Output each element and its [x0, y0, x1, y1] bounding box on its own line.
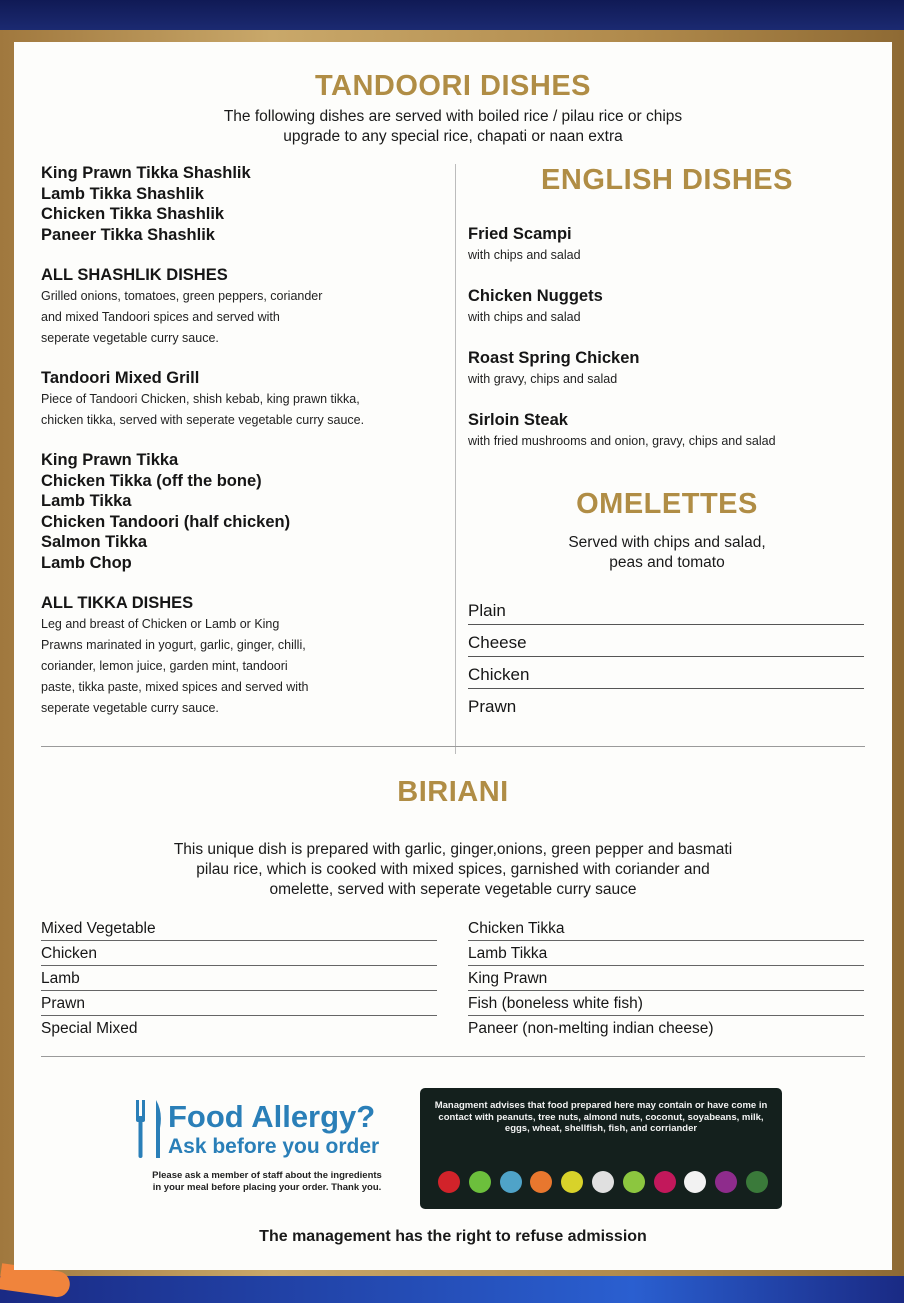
dish-name: Salmon Tikka: [41, 533, 148, 551]
milk-icon: [592, 1171, 614, 1193]
shashlik-list: [41, 163, 441, 245]
omelette-item: Cheese: [468, 626, 864, 657]
biriani-item: Lamb Tikka: [468, 941, 864, 966]
shashlik-heading: ALL SHASHLIK DISHES: [41, 266, 228, 284]
peanut-icon: [438, 1171, 460, 1193]
english-list: [468, 224, 878, 472]
allergy-note-line: in your meal before placing your order. Thank you.: [152, 1182, 382, 1193]
mixed-grill: [41, 368, 446, 431]
dish-name: Chicken Tandoori (half chicken): [41, 512, 291, 531]
biriani-desc-line: omelette, served with seperate vegetable curry sauce: [269, 881, 637, 898]
dish-desc: with gravy, chips and salad: [468, 371, 618, 386]
tandoori-title: TANDOORI DISHES: [314, 70, 592, 102]
tikka-heading: ALL TIKKA DISHES: [41, 594, 194, 612]
tikka-list: [41, 450, 441, 573]
omelettes-header: [467, 488, 867, 573]
english-item: [468, 348, 878, 410]
shashlik-desc-line: seperate vegetable curry sauce.: [41, 330, 219, 345]
english-title: ENGLISH DISHES: [541, 164, 793, 196]
background-bottom-band: [0, 1276, 904, 1303]
omelettes-title: OMELETTES: [576, 488, 758, 520]
omelette-item: Plain: [468, 594, 864, 625]
mixed-grill-desc-line: chicken tikka, served with seperate vegetable curry sauce.: [41, 412, 365, 427]
biriani-item: Fish (boneless white fish): [468, 991, 864, 1016]
tikka-desc-line: paste, tikka paste, mixed spices and served with: [41, 679, 309, 694]
dish-name: Lamb Tikka Shashlik: [41, 184, 204, 203]
coriander-icon: [746, 1171, 768, 1193]
biriani-item: King Prawn: [468, 966, 864, 991]
biriani-right-list: [468, 916, 864, 1041]
english-item: [468, 410, 878, 472]
tandoori-subtitle-1: The following dishes are served with boiled rice / pilau rice or chips: [223, 108, 683, 125]
wheat-icon: [654, 1171, 676, 1193]
biriani-item: Special Mixed: [41, 1020, 138, 1037]
section-divider: [41, 1056, 865, 1057]
tandoori-header: [14, 70, 892, 147]
dish-name: Lamb Chop: [41, 553, 132, 572]
omelette-item: Chicken: [468, 658, 864, 689]
tikka-desc-line: Leg and breast of Chicken or Lamb or King: [41, 616, 280, 631]
allergy-heading: [168, 1100, 418, 1160]
dish-name: Lamb Tikka: [41, 492, 132, 510]
allergy-note: [122, 1170, 412, 1194]
fish-icon: [715, 1171, 737, 1193]
allergy-subtitle: Ask before you order: [168, 1135, 380, 1158]
mixed-grill-heading: Tandoori Mixed Grill: [41, 369, 200, 387]
dish-desc: with chips and salad: [468, 309, 581, 324]
dish-name: Chicken Tikka Shashlik: [41, 205, 225, 223]
tikka-desc-line: seperate vegetable curry sauce.: [41, 700, 219, 715]
biriani-item: Chicken: [41, 941, 437, 966]
cutlery-icon: [132, 1098, 166, 1160]
dish-name: Chicken Tikka (off the bone): [41, 471, 262, 490]
omelette-item: Prawn: [468, 697, 517, 716]
dish-name: King Prawn Tikka: [41, 451, 179, 469]
almond-icon: [500, 1171, 522, 1193]
tikka-desc-line: Prawns marinated in yogurt, garlic, ginger, chilli,: [41, 637, 306, 652]
tikka-desc-line: coriander, lemon juice, garden mint, tandoori: [41, 658, 288, 673]
section-divider: [41, 746, 865, 747]
dish-name: Fried Scampi: [468, 225, 572, 243]
dish-name: Roast Spring Chicken: [468, 349, 640, 367]
dish-desc: with fried mushrooms and onion, gravy, chips and salad: [468, 433, 776, 448]
shashlik-info: [41, 265, 446, 349]
allergy-title: Food Allergy?: [168, 1099, 376, 1134]
omelettes-subtitle-1: Served with chips and salad,: [568, 534, 766, 551]
soya-icon: [561, 1171, 583, 1193]
dish-name: Sirloin Steak: [468, 411, 568, 429]
column-divider: [455, 164, 456, 754]
allergen-icons: [438, 1168, 768, 1196]
shashlik-desc-line: Grilled onions, tomatoes, green peppers, coriander: [41, 288, 323, 303]
biriani-desc-line: This unique dish is prepared with garlic, ginger,onions, green pepper and basmati: [173, 841, 733, 858]
tree-nut-icon: [469, 1171, 491, 1193]
tikka-info: [41, 593, 446, 719]
dish-name: King Prawn Tikka Shashlik: [41, 164, 251, 182]
tandoori-subtitle-2: upgrade to any special rice, chapati or naan extra: [283, 128, 623, 145]
biriani-desc-line: pilau rice, which is cooked with mixed spices, garnished with coriander and: [196, 861, 710, 878]
allergen-box: [420, 1088, 782, 1209]
biriani-item: Paneer (non-melting indian cheese): [468, 1020, 714, 1037]
allergy-note-line: Please ask a member of staff about the ingredients: [152, 1170, 382, 1181]
dish-desc: with chips and salad: [468, 247, 581, 262]
mixed-grill-desc-line: Piece of Tandoori Chicken, shish kebab, king prawn tikka,: [41, 391, 360, 406]
dish-name: Paneer Tikka Shashlik: [41, 225, 215, 244]
english-item: [468, 224, 878, 286]
egg-icon: [623, 1171, 645, 1193]
coconut-icon: [530, 1171, 552, 1193]
biriani-item: Mixed Vegetable: [41, 916, 437, 941]
shellfish-icon: [684, 1171, 706, 1193]
biriani-title: BIRIANI: [397, 776, 509, 808]
biriani-item: Lamb: [41, 966, 437, 991]
menu-page: [14, 42, 892, 1270]
shashlik-desc-line: and mixed Tandoori spices and served with: [41, 309, 280, 324]
biriani-desc: [14, 840, 892, 900]
allergen-warning-text: Managment advises that food prepared here may contain or have come in contact with peanuts, tree nuts, almond nuts, coconut, soyabeans, milk, eggs, wheat, shellfish, fish, and corriander: [434, 1100, 768, 1134]
footer-text: The management has the right to refuse admission: [259, 1228, 647, 1245]
dish-name: Chicken Nuggets: [468, 287, 603, 305]
english-item: [468, 286, 878, 348]
biriani-item: Chicken Tikka: [468, 916, 864, 941]
omelettes-subtitle-2: peas and tomato: [609, 554, 725, 571]
biriani-item: Prawn: [41, 991, 437, 1016]
biriani-left-list: [41, 916, 437, 1041]
omelettes-list: [468, 594, 864, 721]
